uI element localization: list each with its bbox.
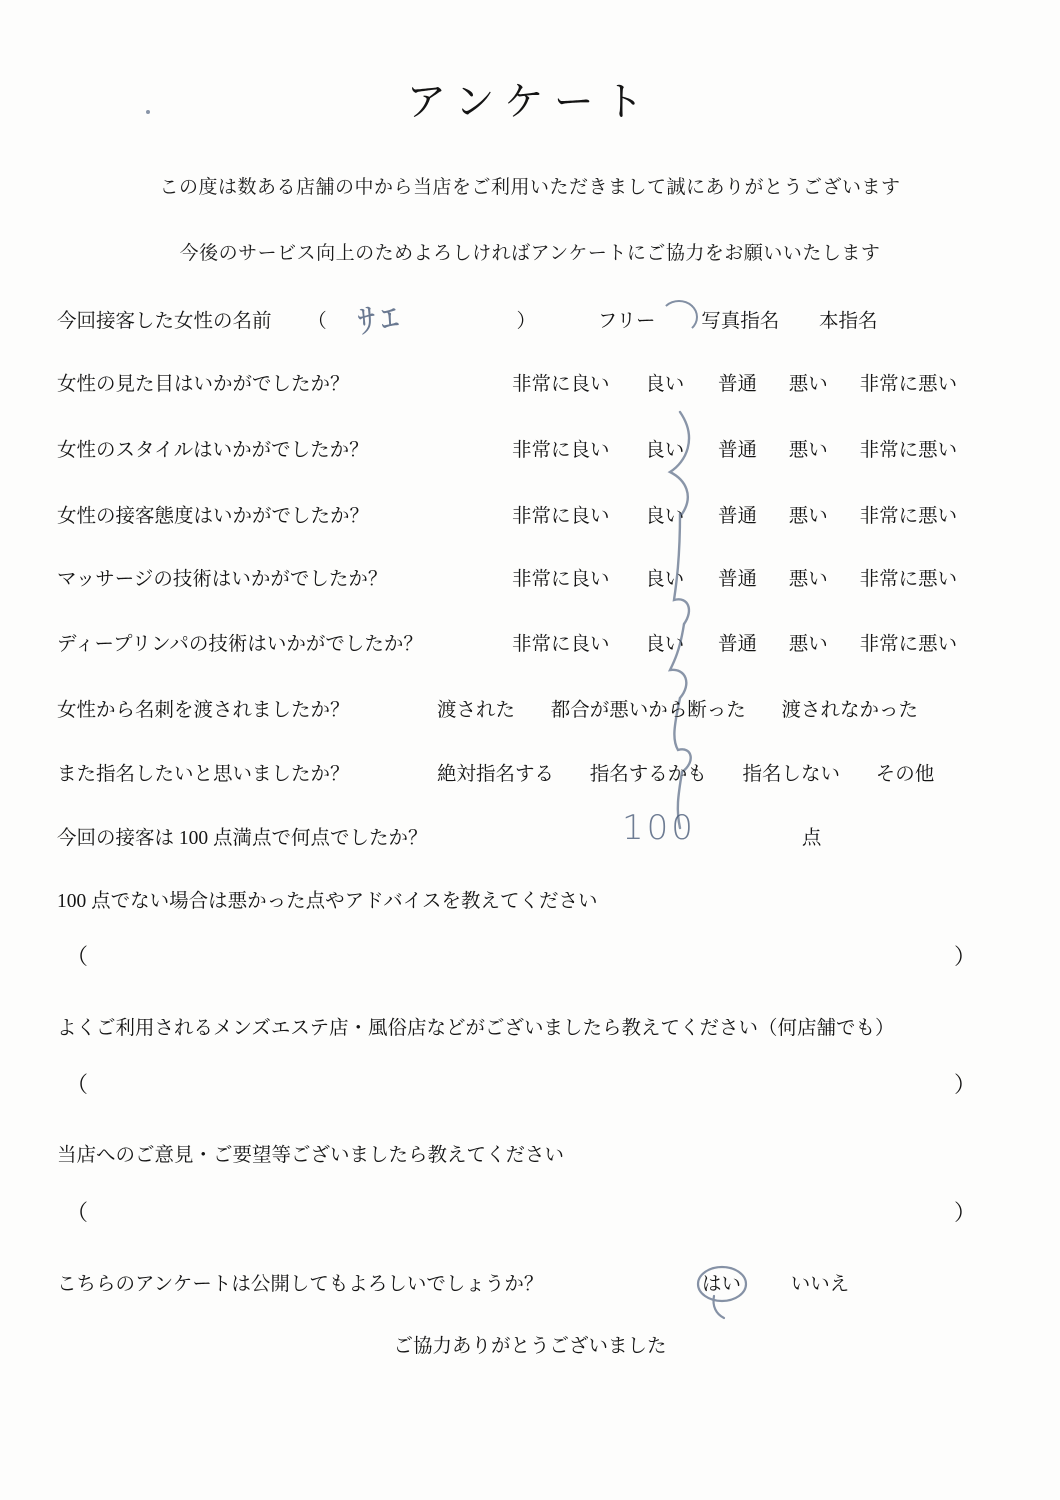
answer-opinions[interactable] [66,1196,976,1227]
question-appearance [57,368,1007,396]
intro-line-1: この度は数ある店舗の中から当店をご利用いただきまして誠にありがとうございます [159,177,901,198]
question-style [57,434,1007,462]
option-good[interactable]: 良い [645,569,685,590]
option-very-bad[interactable]: 非常に悪い [859,634,958,655]
prompt-advice: 100 点でない場合は悪かった点やアドバイスを教えてください [57,891,598,912]
option-no-nominate[interactable]: 指名しない [742,764,841,785]
paren-close: ） [953,1072,976,1097]
option-received[interactable]: 渡された [437,700,516,721]
question-massage-skill [57,563,1007,591]
option-maybe-nominate[interactable]: 指名するかも [589,764,707,785]
question-label: 女性の見た目はいかがでしたか？ [57,374,350,395]
option-other[interactable]: その他 [875,764,935,785]
question-deep-lymph-skill [57,628,1007,656]
option-very-good[interactable]: 非常に良い [512,374,610,395]
question-label: 女性のスタイルはいかがでしたか？ [57,440,369,461]
question-label: 今回接客した女性の名前 [57,311,272,332]
option-not-received[interactable]: 渡されなかった [781,700,919,721]
option-very-good[interactable]: 非常に良い [512,569,610,590]
option-declined[interactable]: 都合が悪いから断った [550,700,746,721]
paren-open: （ [66,1200,89,1225]
option-main-nomination[interactable]: 本指名 [819,311,878,332]
option-bad[interactable]: 悪い [788,440,828,461]
option-good[interactable]: 良い [645,374,685,395]
option-photo-nomination[interactable]: 写真指名 [701,311,780,332]
option-bad[interactable]: 悪い [788,374,828,395]
option-good[interactable]: 良い [645,440,685,461]
option-average[interactable]: 普通 [718,569,758,590]
score-unit: 点 [801,828,822,849]
option-good[interactable]: 良い [645,506,685,527]
option-good[interactable]: 良い [645,634,685,655]
option-very-bad[interactable]: 非常に悪い [859,569,958,590]
option-bad[interactable]: 悪い [788,634,828,655]
option-average[interactable]: 普通 [718,506,758,527]
page-title: アンケート [406,79,654,124]
option-very-bad[interactable]: 非常に悪い [859,374,958,395]
option-definitely-nominate[interactable]: 絶対指名する [437,764,555,785]
paren-close: ） [953,944,976,969]
question-label: また指名したいと思いましたか？ [57,764,350,785]
option-very-good[interactable]: 非常に良い [512,440,610,461]
answer-advice[interactable] [66,940,976,971]
question-label: ディープリンパの技術はいかがでしたか？ [57,634,423,655]
question-label: マッサージの技術はいかがでしたか？ [57,569,388,590]
option-free[interactable]: フリー [597,311,656,332]
handwriting-score: 100 [622,808,696,848]
question-service-attitude [57,500,1007,528]
prompt-opinions: 当店へのご意見・ご要望等ございましたら教えてください [57,1145,565,1166]
question-label: 女性から名刺を渡されましたか？ [57,700,350,721]
handwriting-mark-free [660,300,698,334]
option-very-good[interactable]: 非常に良い [512,506,610,527]
handwriting-staff-name: ｻｴ [356,297,407,343]
footer-thanks: ご協力ありがとうございました [393,1336,667,1357]
prompt-other-shops: よくご利用されるメンズエステ店・風俗店などがございましたら教えてください（何店舗でも） [57,1018,895,1039]
answer-other-shops[interactable] [66,1068,976,1099]
option-very-good[interactable]: 非常に良い [512,634,610,655]
paren-open: （ [66,1072,89,1097]
paren-close: ） [516,311,537,332]
question-label: 女性の接客態度はいかがでしたか？ [57,506,370,527]
question-label: こちらのアンケートは公開してもよろしいでしょうか？ [57,1274,544,1295]
question-label: 今回の接客は 100 点満点で何点でしたか？ [57,828,428,849]
question-score [57,822,1007,850]
option-very-bad[interactable]: 非常に悪い [859,440,958,461]
question-publish-consent [57,1268,1007,1296]
paren-open: （ [307,311,327,332]
option-average[interactable]: 普通 [718,634,758,655]
option-very-bad[interactable]: 非常に悪い [859,506,958,527]
option-average[interactable]: 普通 [718,440,758,461]
option-average[interactable]: 普通 [718,374,758,395]
option-yes[interactable]: はい [702,1274,742,1295]
option-no[interactable]: いいえ [790,1274,850,1295]
question-repeat-request [57,758,1007,786]
option-bad[interactable]: 悪い [788,569,828,590]
intro-line-2: 今後のサービス向上のためよろしければアンケートにご協力をお願いいたします [179,243,881,264]
paren-open: （ [66,944,89,969]
option-bad[interactable]: 悪い [788,506,828,527]
paren-close: ） [953,1200,976,1225]
question-staff-name [57,305,1007,333]
question-business-card [57,694,1007,722]
